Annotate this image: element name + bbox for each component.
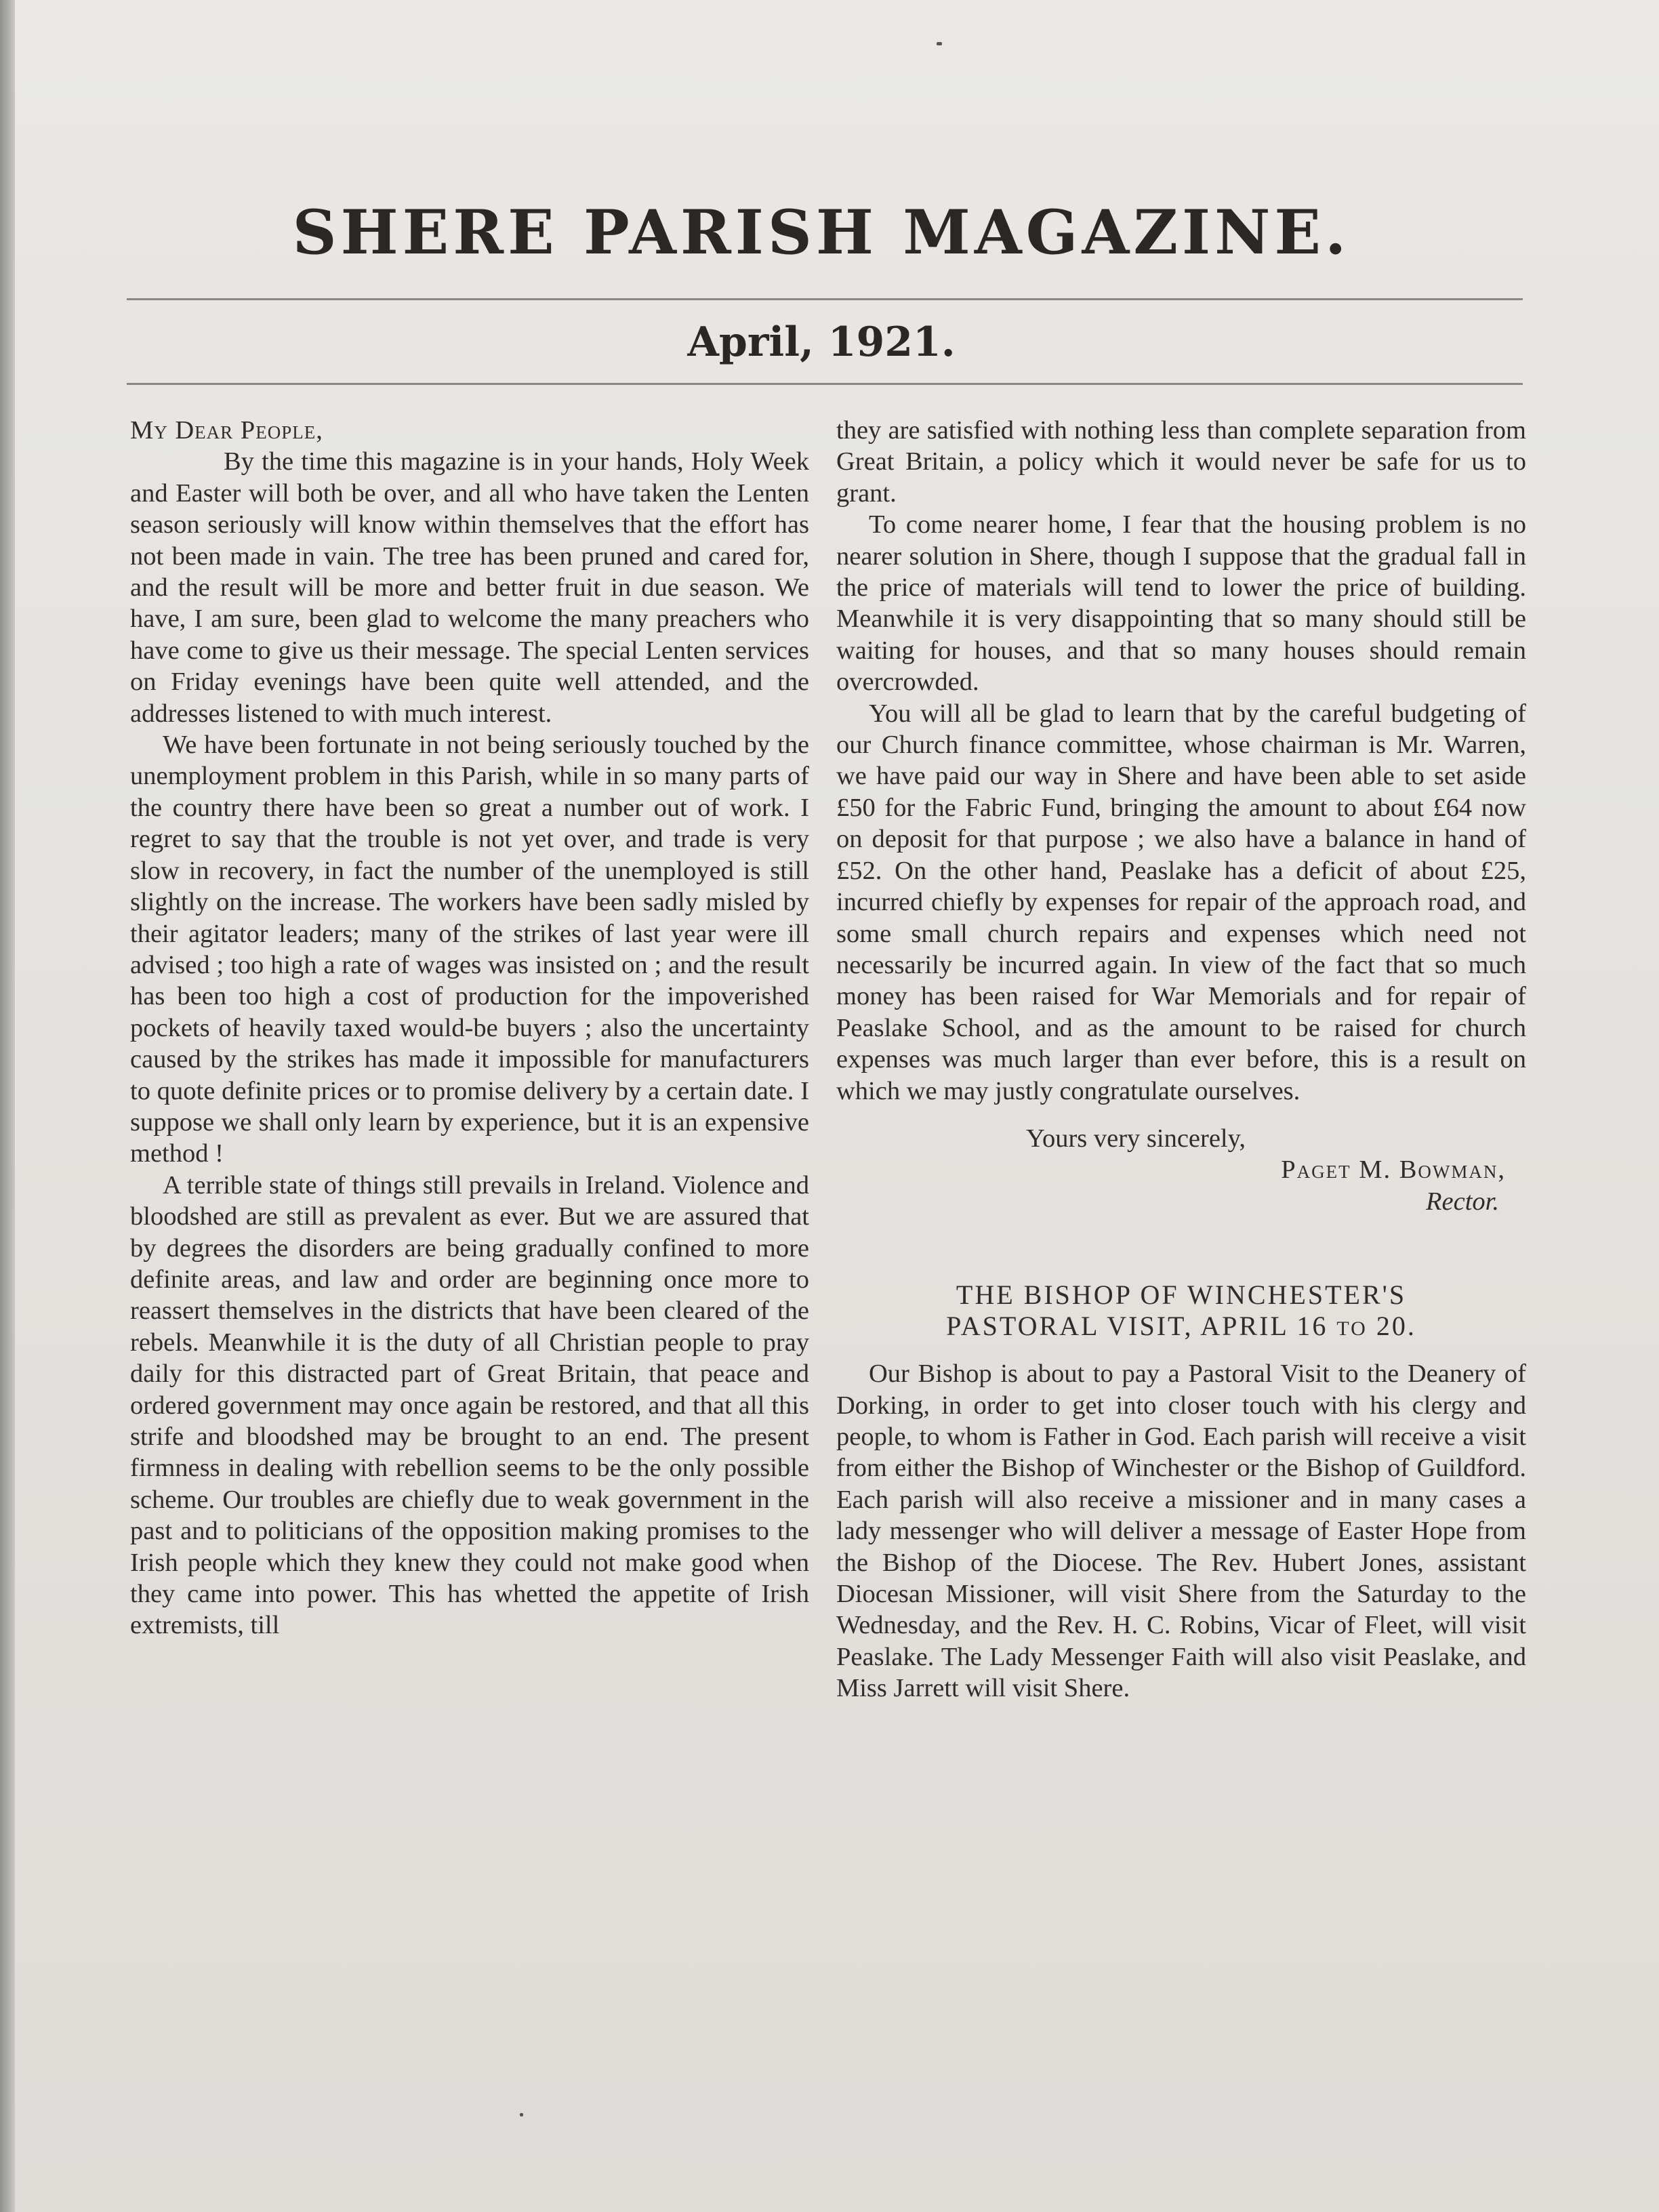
- letter-signoff: [836, 1123, 1526, 1217]
- letter-paragraph: By the time this magazine is in your hands, Holy Week and Easter will both be over, and all who have taken the Lenten season seriously will know within themselves that the effort has not been made in vain. The tree has been pruned and cared for, and the result will be more and better fruit in due season. We have, I am sure, been glad to welcome the many preachers who have come to give us their message. The special Lenten services on Friday evenings have been quite well attended, and the addresses listened to with much interest.: [130, 447, 809, 728]
- bishop-visit-heading-line2: [836, 1311, 1526, 1345]
- letter-signer-role: Rector.: [1426, 1187, 1499, 1216]
- letter-paragraph: they are satisfied with nothing less than complete separation from Great Britain, a policy which it would never be safe for us to grant.: [836, 416, 1526, 508]
- letter-signer: Paget M. Bowman,: [1281, 1155, 1506, 1185]
- issue-date: April, 1921.: [687, 319, 956, 366]
- masthead-rule: [127, 298, 1523, 300]
- letter-paragraph: You will all be glad to learn that by the careful budgeting of our Church finance committee, whose chairman is Mr. Warren, we have paid our way in Shere and have been able to set aside £50 for the Fabric Fund, bringing the amount to about £64 now on deposit for that purpose ; we also have a balance in hand of £52. On the other hand, Peaslake has a deficit of about £25, incurred chiefly by expenses for repair of the approach road, and some small church repairs and expenses which need not necessarily be incurred again. In view of the fact that so much money has been raised for War Memorials and for repair of Peaslake School, and as the amount to be raised for church expenses was much larger than ever before, this is a result on which we may justly congratulate ourselves.: [836, 699, 1526, 1105]
- letter-closing: Yours very sincerely,: [1026, 1124, 1246, 1153]
- left-column: [130, 415, 809, 1641]
- page-edge: [0, 0, 15, 2212]
- date-rule: [127, 383, 1523, 385]
- bishop-visit-heading-to: TO: [1336, 1317, 1368, 1340]
- letter-paragraph: To come nearer home, I fear that the housing problem is no nearer solution in Shere, though I suppose that the gradual fall in the price of materials will tend to lower the price of building. Meanwhile it is very disappointing that so many should still be waiting for houses, and that so many houses should remain overcrowded.: [836, 510, 1526, 697]
- bishop-visit-heading: [836, 1279, 1526, 1345]
- paper-speck: [937, 42, 942, 45]
- right-column: [836, 415, 1526, 1704]
- bishop-visit-heading-end: 20.: [1376, 1311, 1416, 1342]
- bishop-visit-heading-line1: THE BISHOP OF WINCHESTER'S: [956, 1279, 1407, 1311]
- magazine-page: [15, 0, 1659, 2212]
- letter-salutation: My Dear People,: [130, 416, 323, 445]
- bishop-visit-body: Our Bishop is about to pay a Pastoral Visit to the Deanery of Dorking, in order to get into closer touch with his clergy and people, to whom is Father in God. Each parish will receive a visit from either the Bishop of Winchester or the Bishop of Guildford. Each parish will also receive a missioner and in many cases a lady messenger who will deliver a message of Easter Hope from the Bishop of the Diocese. The Rev. Hubert Jones, assistant Diocesan Missioner, will visit Shere from the Saturday to the Wednesday, and the Rev. H. C. Robins, Vicar of Fleet, will visit Peaslake. The Lady Messenger Faith will also visit Peaslake, and Miss Jarrett will visit Shere.: [836, 1359, 1526, 1703]
- bishop-visit-heading-main: PASTORAL VISIT, APRIL 16: [946, 1311, 1328, 1342]
- letter-paragraph: A terrible state of things still prevails in Ireland. Violence and bloodshed are still as prevalent as ever. But we are assured that by degrees the disorders are being gradually confined to more definite areas, and law and order are beginning once more to reassert themselves in the districts that have been cleared of the rebels. Meanwhile it is the duty of all Christian people to pray daily for this distracted part of Great Britain, that peace and ordered government may once again be restored, and that all this strife and bloodshed may be brought to an end. The present firmness in dealing with rebellion seems to be the only possible scheme. Our troubles are chiefly due to weak government in the past and to politicians of the opposition making promises to the Irish people which they knew they could not make good when they came into power. This has whetted the appetite of Irish extremists, till: [130, 1170, 809, 1640]
- paper-speck: [520, 2113, 523, 2116]
- magazine-title: SHERE PARISH MAGAZINE.: [292, 197, 1351, 268]
- letter-paragraph: We have been fortunate in not being seriously touched by the unemployment problem in this Parish, while in so many parts of the country there have been so great a number out of work. I regret to say that the trouble is not yet over, and trade is very slow in recovery, in fact the number of the unemployed is still slightly on the increase. The workers have been sadly misled by their agitator leaders; many of the strikes of last year were ill advised ; too high a rate of wages was insisted on ; and the result has been too high a cost of production for the impoverished pockets of heavily taxed would-be buyers ; also the uncertainty caused by the strikes has made it impossible for manufacturers to quote definite prices or to promise delivery by a certain date. I suppose we shall only learn by experience, but it is an expensive method !: [130, 731, 809, 1168]
